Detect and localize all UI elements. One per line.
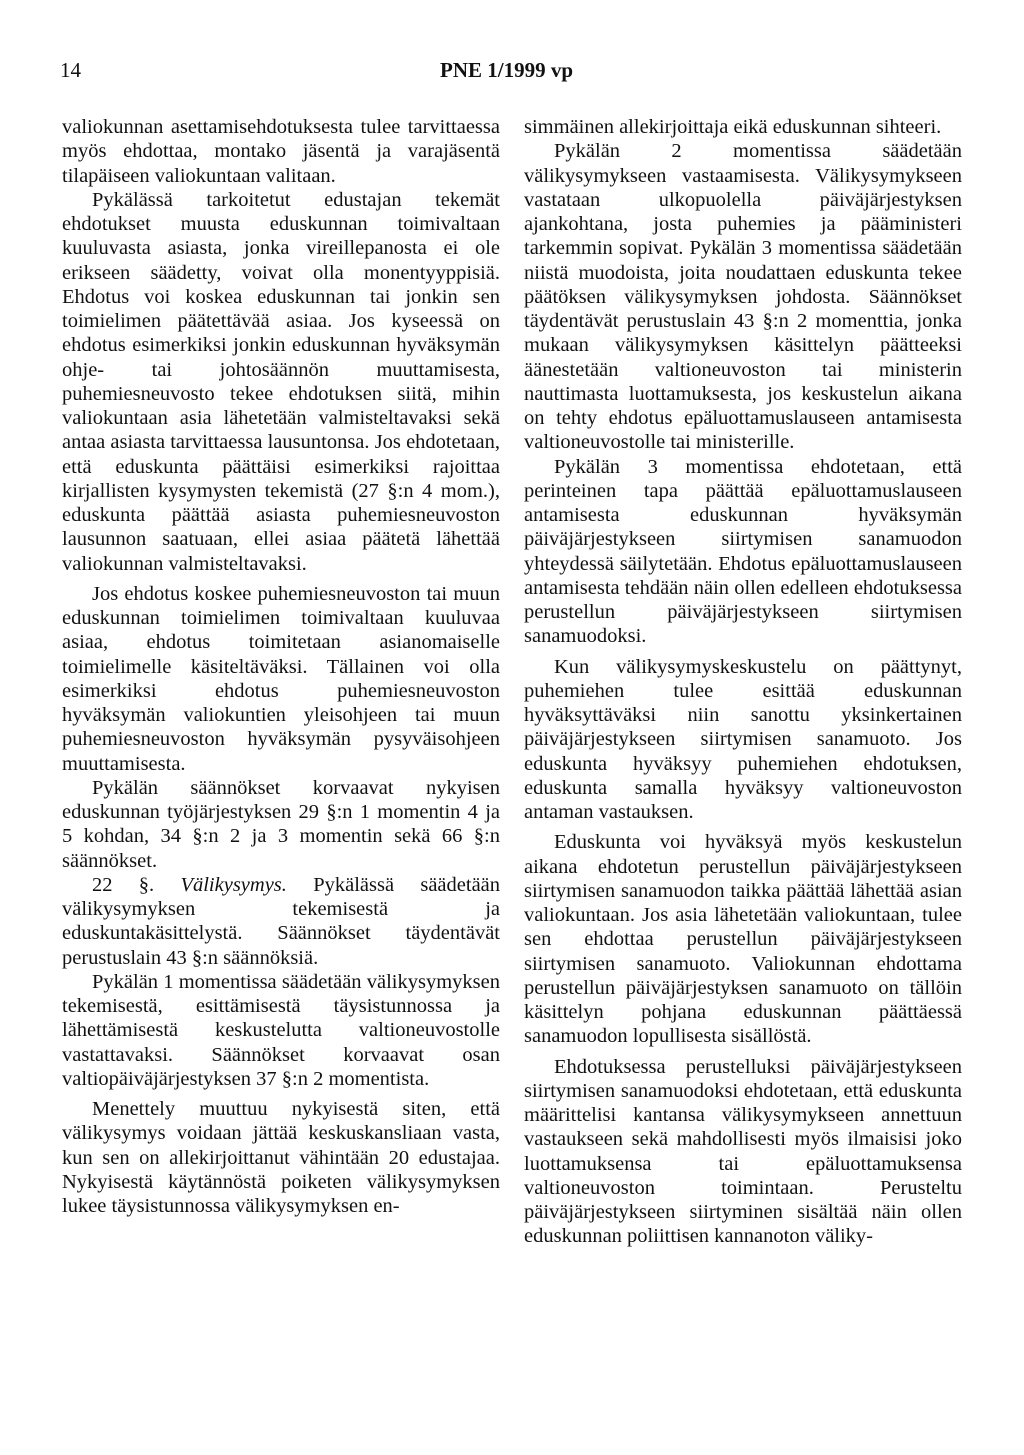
paragraph: simmäinen allekirjoittaja eikä eduskunnan sihteeri.: [524, 116, 942, 138]
section-paragraph: [62, 873, 500, 970]
paragraph: Pykälässä tarkoitetut edustajan tekemät ehdotukset muusta eduskunnan toimivaltaan kuuluvasta asiasta, jonka vireillepanosta ei ole erikseen säädetty, voivat olla monentyyppisiä. Ehdotus voi koskea eduskunnan tai jonkin sen toimielimen päätettävää asiaa. Jos kyseessä on ehdotus esimerkiksi jonkin eduskunnan hyväksymän ohje- tai johtosäännön muuttamisesta, puhemiesneuvosto tekee ehdotuksen siitä, mihin valiokuntaan asia lähetetään valmisteltavaksi sekä antaa asiasta tarvittaessa lausuntonsa. Jos ehdotetaan, että eduskunta päättäisi esimerkiksi rajoittaa kirjallisten kysymysten tekemistä (27 §:n 4 mom.), eduskunta päättää asiasta puhemiesneuvoston lausunnon saatuaan, ellei asiaa päätetä lähettää valiokunnan valmisteltavaksi.: [62, 188, 500, 575]
paragraph: Pykälän 1 momentissa säädetään välikysymyksen tekemisestä, esittämisestä täysistunnossa ja lähettämisestä keskustelutta valtioneuvostolle vastattavaksi. Säännökset korvaavat osan valtiopäiväjärjestyksen 37 §:n 2 momentista.: [62, 970, 500, 1090]
section-title: Välikysymys.: [180, 873, 287, 896]
paragraph: Pykälän 3 momentissa ehdotetaan, että perinteinen tapa päättää epäluottamuslauseen antamisesta eduskunnan hyväksymän päiväjärjestykseen siirtymisen sanamuodon yhteydessä säilytetään. Ehdotus epäluottamuslauseen antamisesta tehdään näin ollen edelleen ehdotuksessa perustellun päiväjärjestykseen siirtymisen sanamuodoksi.: [524, 455, 962, 648]
paragraph: Ehdotuksessa perustelluksi päiväjärjestykseen siirtymisen sanamuodoksi ehdotetaan, että eduskunta määrittelisi kantansa välikysymykseen annettuun vastaukseen sekä mahdollisesti myös ilmaisisi joko luottamuksensa tai epäluottamuksensa valtioneuvoston toimintaan. Perusteltu päiväjärjestykseen siirtyminen sisältää näin ollen eduskunnan poliittisen kannanoton väliky-: [524, 1055, 962, 1248]
left-column: [62, 115, 500, 1218]
paragraph: Kun välikysymyskeskustelu on päättynyt, puhemiehen tulee esittää eduskunnan hyväksyttäväksi niin sanottu yksinkertainen päiväjärjestykseen siirtymisen sanamuoto. Jos eduskunta hyväksyy puhemiehen ehdotuksen, eduskunta samalla hyväksyy valtioneuvoston antaman vastauksen.: [524, 655, 962, 823]
paragraph: Jos ehdotus koskee puhemiesneuvoston tai muun eduskunnan toimielimen toimivaltaan kuuluvaa asiaa, ehdotus toimitetaan asianomaiselle toimielimelle käsiteltäväksi. Tällainen voi olla esimerkiksi ehdotus puhemiesneuvoston hyväksymän valiokuntien yleisohjeen tai muun puhemiesneuvoston hyväksymän pysyväisohjeen muuttamisesta.: [62, 582, 500, 775]
right-column: [524, 115, 962, 1249]
paragraph: Pykälän 2 momentissa säädetään välikysymykseen vastaamisesta. Välikysymykseen vastataan ulkopuolella päiväjärjestyksen ajankohtana, josta puhemies ja pääministeri tarkemmin sopivat. Pykälän 3 momentissa säädetään niistä muodoista, joita noudattaen eduskunta tekee päätöksen välikysymyksen johdosta. Säännökset täydentävät perustuslain 43 §:n 2 momenttia, jonka mukaan välikysymyksen käsittelyn päätteeksi äänestetään valtioneuvoston tai ministerin nauttimasta luottamuksesta, jos keskustelun aikana on tehty ehdotus epäluottamuslauseen antamisesta valtioneuvostolle tai ministerille.: [524, 140, 962, 454]
paragraph: Eduskunta voi hyväksyä myös keskustelun aikana ehdotetun perustellun päiväjärjestykseen siirtymisen sanamuodon taikka päättää lähettää asian valiokuntaan. Jos asia lähetetään valiokuntaan, tulee sen ehdottaa perustellun päiväjärjestykseen siirtymisen sanamuoto. Valiokunnan ehdottama perustellun päiväjärjestyksen sanamuoto on tällöin käsittelyn pohjana eduskunnan päättäessä sanamuodon lopullisesta sisällöstä.: [524, 831, 962, 1048]
page-header: [60, 58, 960, 88]
paragraph: Menettely muuttuu nykyisestä siten, että välikysymys voidaan jättää keskuskansliaan vasta, kun sen on allekirjoittanut vähintään 20 edustajaa. Nykyisestä käytännöstä poiketen välikysymyksen lukee täysistunnossa välikysymyksen en-: [62, 1098, 500, 1217]
paragraph: Pykälän säännökset korvaavat nykyisen eduskunnan työjärjestyksen 29 §:n 1 momentin 4 ja 5 kohdan, 34 §:n 2 ja 3 momentin sekä 66 §:n säännökset.: [62, 776, 500, 872]
section-text: Pykälässä säädetään välikysymyksen tekemisestä ja eduskuntakäsittelystä. Säännökset täydentävät perustuslain 43 §:n säännöksiä.: [62, 873, 501, 969]
section-number: 22 §.: [92, 873, 155, 896]
page-number: 14: [60, 58, 81, 82]
document-id: PNE 1/1999 vp: [440, 58, 574, 82]
paragraph: valiokunnan asettamisehdotuksesta tulee tarvittaessa myös ehdottaa, montako jäsentä ja varajäsentä tilapäiseen valiokuntaan valitaan.: [62, 116, 500, 187]
